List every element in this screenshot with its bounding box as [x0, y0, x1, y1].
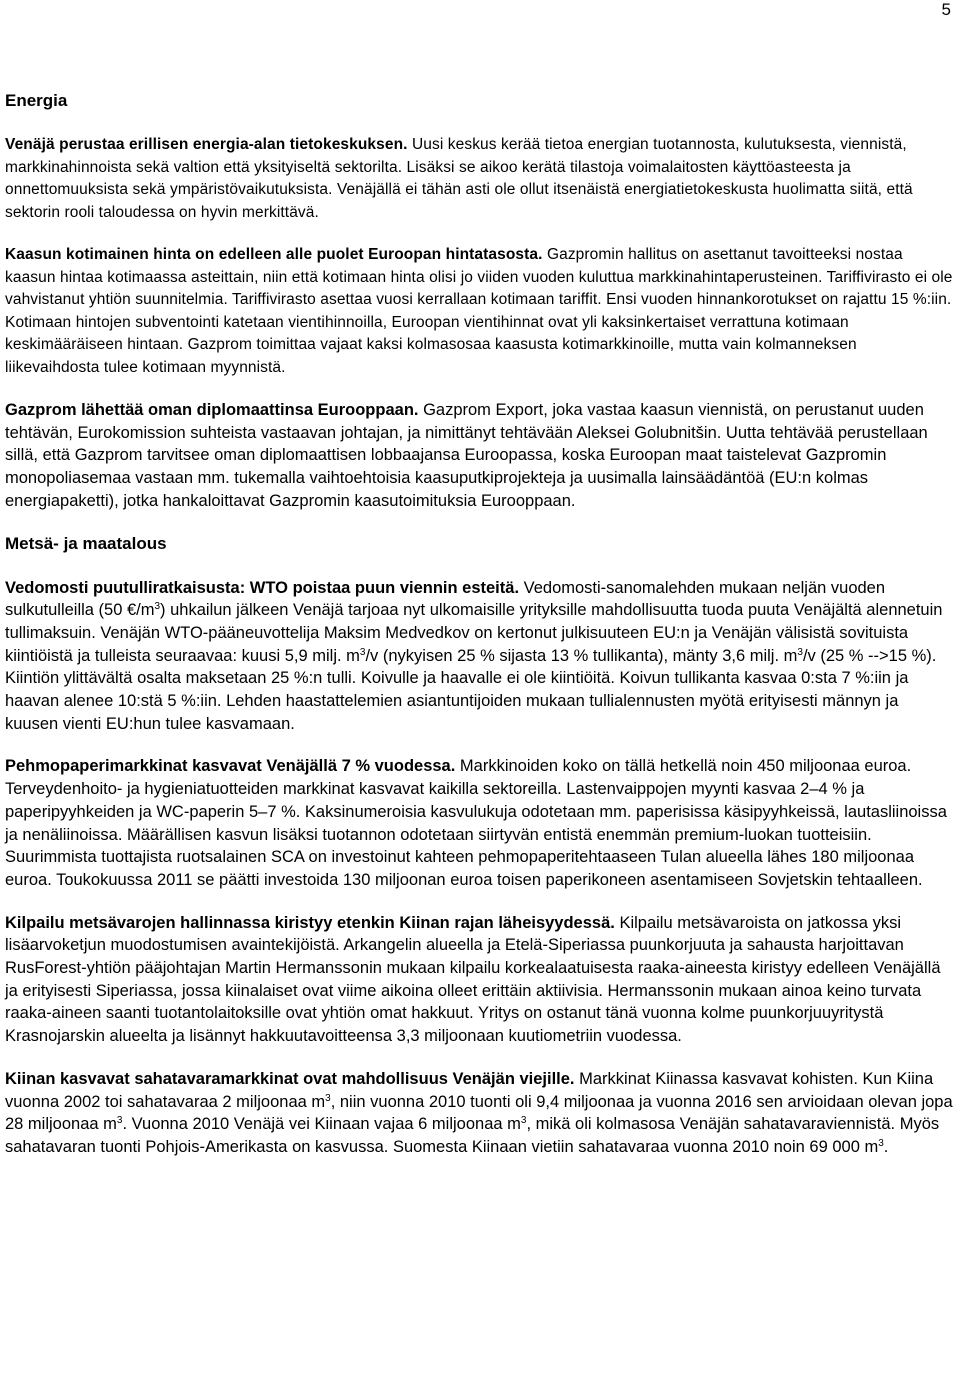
paragraph-china-sawnwood [5, 1068, 953, 1159]
superscript-cubed: 3 [520, 1115, 527, 1127]
paragraph-text: Gazprom Export, joka vastaa kaasun viennistä, on perustanut uuden tehtävän, Eurokomission suhteista vastaavan johtajan, ja nimittänyt tehtävään Aleksei Golubnitšin. Uutta tehtävää perustellaan sillä, että Gazprom tarvitsee oman diplomaattisen lobbaajansa Euroopassa, koska Euroopan maat taistelevat Gazpromin monopoliasemaa vastaan mm. tukemalla vaihtoehtoisia kaasuputkiprojekteja ja uusimalla lainsäädäntöä (EU:n kolmas energiapaketti), jotka hankaloittavat Gazpromin kaasutoimituksia Eurooppaan. [5, 401, 928, 510]
paragraph-text: , niin vuonna 2010 tuonti oli 9,4 miljoonaa ja vuonna 2016 sen arvioidaan olevan jopa 28 miljoonaa m [5, 1092, 953, 1134]
paragraph-lead: Pehmopaperimarkkinat kasvavat Venäjällä 7 % vuodessa. [5, 757, 456, 776]
paragraph-text: . Vuonna 2010 Venäjä vei Kiinaan vajaa 6 miljoonaa m [122, 1115, 521, 1134]
paragraph-text: Uusi keskus kerää tietoa energian tuotannosta, kulutuksesta, viennistä, markkinahinnoista sekä valtion että yksityiseltä sektorilta. Lisäksi se aikoo kerätä tilastoja voimalaitosten käyttöasteesta ja onnettomuuksista sekä ympäristövaikutuksista. Venäjällä ei tähän asti ole ollut itsenäistä energiatietokeskusta huolimatta siitä, että sektorin rooli taloudessa on hyvin merkittävä. [5, 136, 913, 221]
superscript-cubed: 3 [116, 1115, 123, 1127]
superscript-cubed: 3 [325, 1092, 331, 1104]
paragraph-lead: Kilpailu metsävarojen hallinnassa kiristyy etenkin Kiinan rajan läheisyydessä. [5, 913, 615, 932]
paragraph-wto-timber [5, 577, 953, 736]
superscript-cubed: 3 [154, 601, 161, 613]
paragraph-lead: Gazprom lähettää oman diplomaattinsa Eurooppaan. [5, 401, 419, 419]
paragraph-text: Gazpromin hallitus on asettanut tavoitteeksi nostaa kaasun hintaa kotimaassa asteittain, niin että kotimaan hinta olisi jo viiden vuoden kuluttua markkinahintaperusteinen. Tariffivirasto ei ole vahvistanut yhtiön suunnitelmia. Tariffivirasto asettaa vuosi kerrallaan kotimaan tariffit. Ensi vuoden hinnankorotukset on rajattu 15 %:iin. Kotimaan hintojen subventointi katetaan vientihinnoilla, Euroopan vientihinnat ovat yli kaksinkertaiset verrattuna kotimaan keskimääräiseen hintaan. Gazprom toimittaa vajaat kaksi kolmasosaa kaasusta kotimarkkinoille, mutta vain kolmanneksen liikevaihdosta tulee kotimaan myynnistä. [5, 246, 953, 376]
paragraph-text: Kilpailu metsävaroista on jatkossa yksi lisäarvoketjun muodostumisen avaintekijöistä. Arkangelin alueella ja Etelä-Siperiassa puunkorjuuta ja sahausta harjoittavan RusForest-yhtiön pääjohtajan Martin Hermanssonin mukaan kilpailu korkealaatuisesta raaka-aineesta kiristyy edelleen Venäjällä ja erityisesti Siperiassa, jossa kiinalaiset ovat viime aikoina olleet erittäin aktiivisia. Hermanssonin mukaan ainoa keino turvata raaka-aineen saanti tuotantolaitoksille ovat yhtiön omat hakkuut. Yritys on ostanut tänä vuonna kolme puunkorjuuyritystä Krasnojarskin alueelta ja lisännyt hakkuutavoitteensa 3,3 miljoonaan kuutiometriin vuodessa. [5, 913, 941, 1046]
paragraph-tissue-paper [5, 755, 953, 891]
superscript-cubed: 3 [359, 646, 366, 658]
superscript-cubed: 3 [878, 1137, 884, 1149]
paragraph-text: Markkinoiden koko on tällä hetkellä noin 450 miljoonaa euroa. Terveydenhoito- ja hygieniatuotteiden markkinat kasvavat kaikilla sektoreilla. Lastenvaippojen myynti kasvaa 2–4 % ja paperipyyhkeiden ja WC-paperin 5–7 %. Kaksinumeroisia kasvulukuja odotetaan mm. paperisissa käsipyyhkeissä, lautasliinoissa ja nenäliinoissa. Määrällisen kasvun lisäksi tuotannon odotetaan siirtyvän entistä enemmän premium-luokan tuotteisiin. Suurimmista tuottajista ruotsalainen SCA on investoinut kahteen pehmopaperitehtaaseen Tulan alueella lähes 180 miljoonaa euroa. Toukokuussa 2011 se päätti investoida 130 miljoonan euroa toisen paperikoneen asentamiseen Sovjetskin tehtaalleen. [5, 757, 947, 889]
paragraph-text: /v (nykyisen 25 % sijasta 13 % tullikanta), mänty 3,6 milj. m [365, 646, 798, 665]
paragraph-forest-competition [5, 912, 953, 1048]
paragraph-text: ) uhkailun jälkeen Venäjä tarjoaa nyt ulkomaisille yrityksille mahdollisuutta tuoda puuta Venäjältä alennetuin tullimaksuin. Venäjän WTO-pääneuvottelija Maksim Medvedkov on kertonut julkisuuteen EU:n ja Venäjän välisistä sovituista kiintiöistä ja tulleista seuraavaa: kuusi 5,9 milj. m [5, 601, 943, 665]
paragraph-lead: Vedomosti puutulliratkaisusta: WTO poistaa puun viennin esteitä. [5, 578, 520, 597]
superscript-cubed: 3 [797, 646, 803, 658]
paragraph-text: Vedomosti-sanomalehden mukaan neljän vuoden sulkutulleilla (50 €/m [5, 578, 886, 620]
paragraph-lead: Kaasun kotimainen hinta on edelleen alle puolet Euroopan hintatasosta. [5, 246, 543, 263]
paragraph-text: , mikä oli kolmasosa Venäjän sahatavaraviennistä. Myös sahatavaran tuonti Pohjois-Amerikasta on kasvussa. Suomesta Kiinaan vietiin sahatavaraa vuonna 2010 noin 69 000 m [5, 1115, 940, 1156]
paragraph-lead: Venäjä perustaa erillisen energia-alan tietokeskuksen. [5, 136, 408, 153]
section-heading-forestry: Metsä- ja maatalous [5, 533, 167, 553]
page-number: 5 [941, 0, 951, 19]
paragraph-lead: Kiinan kasvavat sahatavaramarkkinat ovat mahdollisuus Venäjän viejille. [5, 1069, 575, 1088]
section-heading-energy: Energia [5, 91, 68, 110]
paragraph-text: Markkinat Kiinassa kasvavat kohisten. Kun Kiina vuonna 2002 toi sahatavaraa 2 miljoonaa m [5, 1069, 934, 1111]
document-body [5, 90, 953, 1179]
paragraph-text: . [883, 1137, 889, 1156]
paragraph-text: /v (25 % -->15 %). Kiintiön ylittävältä osalta maksetaan 25 %:n tulli. Koivulle ja haavalle ei ole kiintiöitä. Koivun tullikanta kasvaa 0:sta 7 %:iin ja haavan alenee 10:stä 5 %:iin. Lehden haastattelemien asiantuntijoiden mukaan tullialennusten myötä erityisesti männyn ja kuusen vienti EU:hun tulee kasvamaan. [5, 646, 937, 733]
paragraph-energy-info-center [5, 134, 953, 224]
paragraph-gas-price [5, 244, 953, 379]
paragraph-gazprom-diplomat [5, 399, 953, 513]
